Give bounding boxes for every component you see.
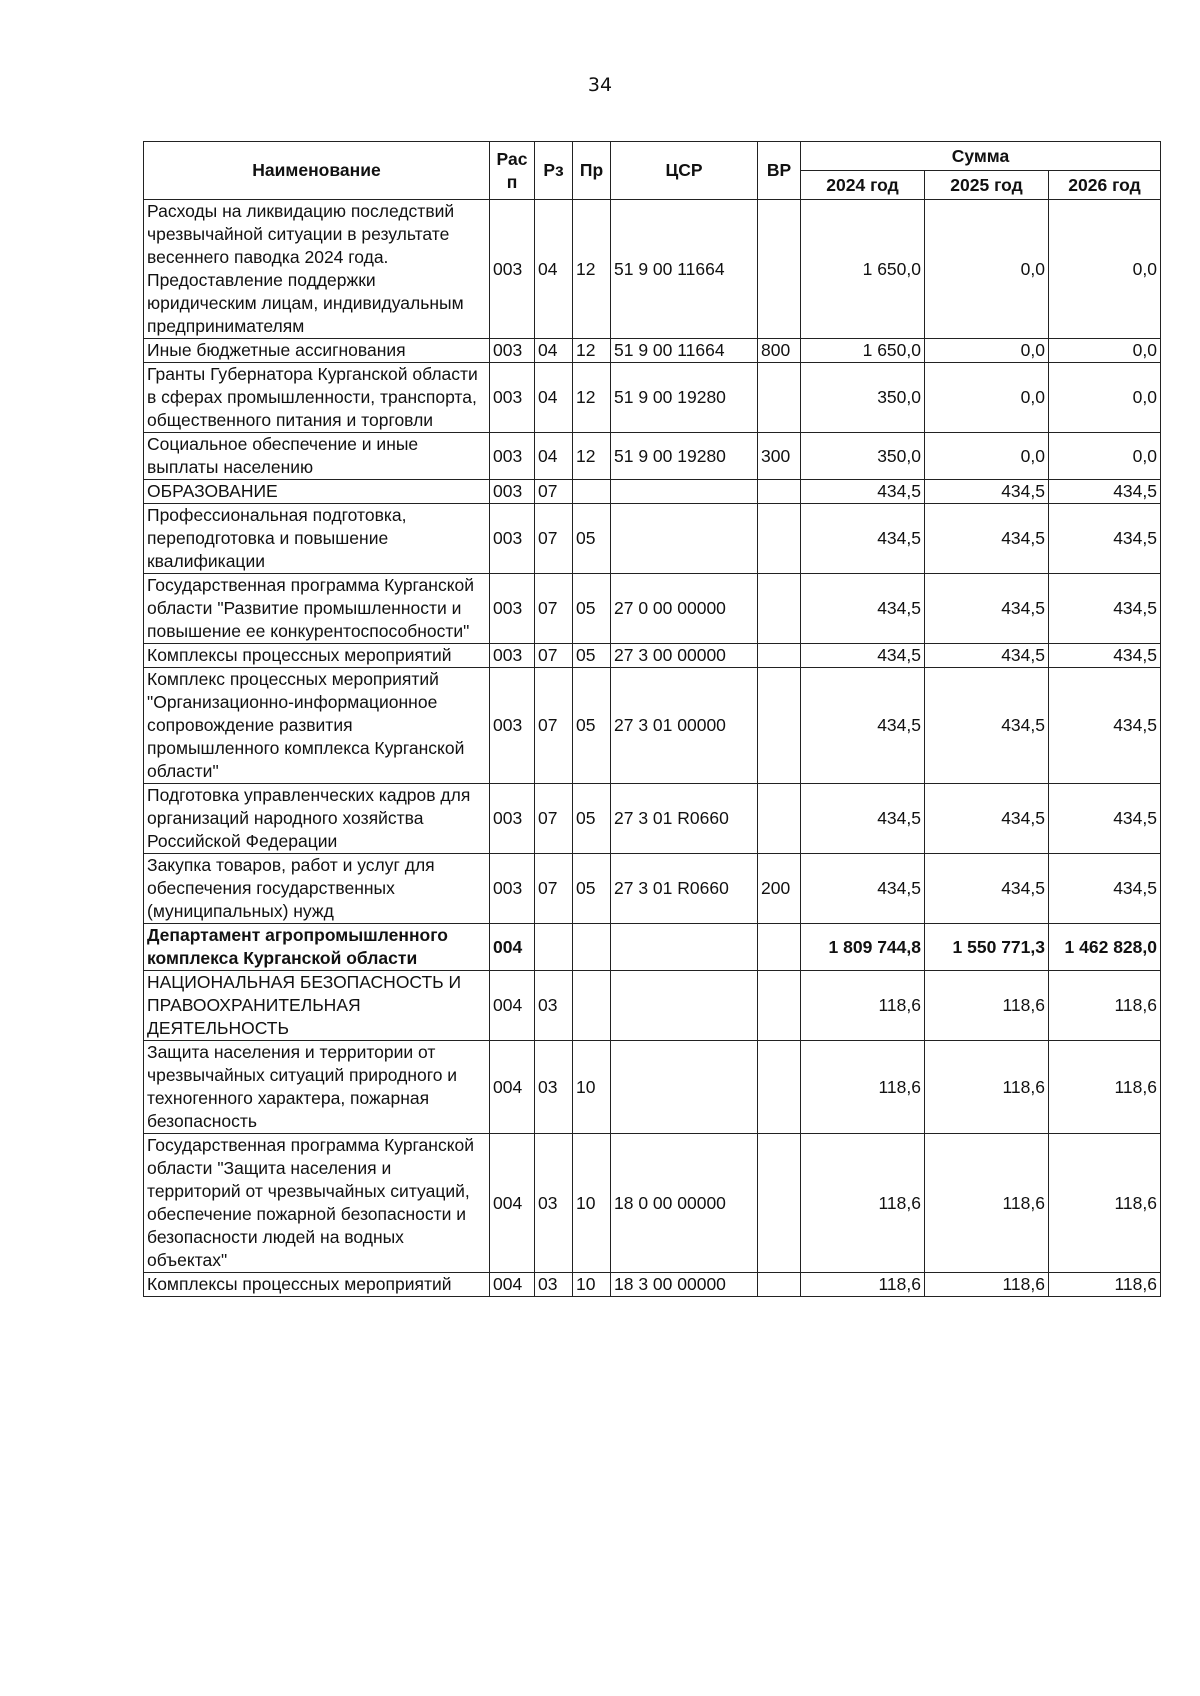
table-row [144, 1041, 1161, 1134]
cell-name: Гранты Губернатора Курганской области в сферах промышленности, транспорта, общественного питания и торговли [144, 363, 490, 433]
cell-csr: 18 0 00 00000 [611, 1134, 758, 1273]
cell-csr: 27 3 01 00000 [611, 668, 758, 784]
cell-2026: 0,0 [1049, 433, 1161, 480]
cell-2025: 434,5 [925, 784, 1049, 854]
cell-2024: 434,5 [801, 668, 925, 784]
cell-csr: 27 0 00 00000 [611, 574, 758, 644]
cell-2026: 0,0 [1049, 339, 1161, 363]
cell-2024: 1 809 744,8 [801, 924, 925, 971]
cell-pr: 05 [573, 854, 611, 924]
cell-vr [758, 200, 801, 339]
cell-2025: 0,0 [925, 363, 1049, 433]
cell-2025: 118,6 [925, 1273, 1049, 1297]
cell-csr [611, 1041, 758, 1134]
cell-vr: 300 [758, 433, 801, 480]
header-vr: ВР [758, 142, 801, 200]
header-rasp: Рас п [490, 142, 535, 200]
cell-rasp: 003 [490, 363, 535, 433]
cell-rasp: 004 [490, 971, 535, 1041]
cell-pr: 12 [573, 339, 611, 363]
cell-rz: 04 [535, 200, 573, 339]
cell-vr [758, 1134, 801, 1273]
cell-rz: 07 [535, 480, 573, 504]
cell-rz: 07 [535, 854, 573, 924]
table-row [144, 504, 1161, 574]
cell-rasp: 004 [490, 1041, 535, 1134]
cell-2026: 434,5 [1049, 480, 1161, 504]
cell-name: Социальное обеспечение и иные выплаты населению [144, 433, 490, 480]
cell-2024: 118,6 [801, 971, 925, 1041]
cell-rasp: 003 [490, 200, 535, 339]
cell-rz: 07 [535, 504, 573, 574]
cell-name: Защита населения и территории от чрезвычайных ситуаций природного и техногенного характера, пожарная безопасность [144, 1041, 490, 1134]
cell-2024: 350,0 [801, 433, 925, 480]
cell-2024: 434,5 [801, 644, 925, 668]
cell-rasp: 004 [490, 924, 535, 971]
table-row [144, 971, 1161, 1041]
cell-2024: 118,6 [801, 1041, 925, 1134]
cell-pr: 12 [573, 200, 611, 339]
cell-rasp: 004 [490, 1273, 535, 1297]
cell-2026: 434,5 [1049, 644, 1161, 668]
cell-vr [758, 363, 801, 433]
table-row [144, 480, 1161, 504]
table-row [144, 784, 1161, 854]
cell-rz: 07 [535, 784, 573, 854]
cell-csr: 51 9 00 11664 [611, 200, 758, 339]
table-body [144, 200, 1161, 1297]
cell-rasp: 003 [490, 574, 535, 644]
cell-csr: 27 3 01 R0660 [611, 854, 758, 924]
cell-2024: 434,5 [801, 784, 925, 854]
cell-2025: 118,6 [925, 1134, 1049, 1273]
cell-vr [758, 971, 801, 1041]
cell-vr [758, 644, 801, 668]
cell-2026: 0,0 [1049, 200, 1161, 339]
cell-2024: 350,0 [801, 363, 925, 433]
table-row [144, 854, 1161, 924]
table-row [144, 574, 1161, 644]
header-name: Наименование [144, 142, 490, 200]
cell-csr [611, 924, 758, 971]
cell-name: Профессиональная подготовка, переподготовка и повышение квалификации [144, 504, 490, 574]
cell-rasp: 004 [490, 1134, 535, 1273]
cell-pr [573, 924, 611, 971]
cell-rz: 07 [535, 668, 573, 784]
cell-rz: 04 [535, 363, 573, 433]
cell-csr: 27 3 01 R0660 [611, 784, 758, 854]
cell-vr [758, 1273, 801, 1297]
cell-2026: 0,0 [1049, 363, 1161, 433]
cell-vr [758, 668, 801, 784]
cell-pr: 05 [573, 504, 611, 574]
cell-rz: 03 [535, 1273, 573, 1297]
cell-rz: 03 [535, 971, 573, 1041]
cell-vr [758, 1041, 801, 1134]
header-sum: Сумма [801, 142, 1161, 171]
cell-2024: 434,5 [801, 574, 925, 644]
cell-name: Закупка товаров, работ и услуг для обеспечения государственных (муниципальных) нужд [144, 854, 490, 924]
cell-2026: 118,6 [1049, 1134, 1161, 1273]
cell-2026: 434,5 [1049, 504, 1161, 574]
cell-csr: 51 9 00 11664 [611, 339, 758, 363]
table-row [144, 1134, 1161, 1273]
cell-2025: 434,5 [925, 668, 1049, 784]
cell-2026: 434,5 [1049, 574, 1161, 644]
cell-2024: 1 650,0 [801, 200, 925, 339]
cell-rasp: 003 [490, 480, 535, 504]
cell-name: Подготовка управленческих кадров для организаций народного хозяйства Российской Федерации [144, 784, 490, 854]
cell-rasp: 003 [490, 784, 535, 854]
cell-2026: 118,6 [1049, 1041, 1161, 1134]
cell-2025: 434,5 [925, 504, 1049, 574]
cell-vr [758, 504, 801, 574]
table-row [144, 200, 1161, 339]
cell-2024: 434,5 [801, 504, 925, 574]
cell-2025: 118,6 [925, 971, 1049, 1041]
cell-name: Комплексы процессных мероприятий [144, 1273, 490, 1297]
cell-2025: 434,5 [925, 574, 1049, 644]
cell-2026: 118,6 [1049, 1273, 1161, 1297]
table-row [144, 924, 1161, 971]
table-header [144, 142, 1161, 200]
cell-rz: 07 [535, 644, 573, 668]
cell-pr: 12 [573, 363, 611, 433]
cell-2025: 118,6 [925, 1041, 1049, 1134]
cell-vr [758, 924, 801, 971]
cell-vr: 800 [758, 339, 801, 363]
cell-pr: 05 [573, 668, 611, 784]
budget-table [143, 141, 1161, 1297]
cell-vr: 200 [758, 854, 801, 924]
cell-rasp: 003 [490, 339, 535, 363]
cell-2025: 434,5 [925, 854, 1049, 924]
cell-vr [758, 574, 801, 644]
header-csr: ЦСР [611, 142, 758, 200]
cell-pr [573, 971, 611, 1041]
cell-rz: 04 [535, 339, 573, 363]
cell-vr [758, 480, 801, 504]
header-year-2024: 2024 год [801, 171, 925, 200]
cell-pr: 05 [573, 574, 611, 644]
cell-name: Комплекс процессных мероприятий "Организационно-информационное сопровождение развития промышленного комплекса Курганской области" [144, 668, 490, 784]
cell-csr [611, 480, 758, 504]
cell-2025: 0,0 [925, 433, 1049, 480]
cell-pr: 12 [573, 433, 611, 480]
header-rz: Рз [535, 142, 573, 200]
cell-2026: 434,5 [1049, 668, 1161, 784]
table-row [144, 1273, 1161, 1297]
cell-csr [611, 504, 758, 574]
cell-rasp: 003 [490, 854, 535, 924]
cell-name: Государственная программа Курганской области "Защита населения и территорий от чрезвычайных ситуаций, обеспечение пожарной безопасности и безопасности людей на водных объектах" [144, 1134, 490, 1273]
cell-2026: 434,5 [1049, 854, 1161, 924]
cell-pr [573, 480, 611, 504]
cell-name: ОБРАЗОВАНИЕ [144, 480, 490, 504]
cell-2026: 434,5 [1049, 784, 1161, 854]
cell-2024: 1 650,0 [801, 339, 925, 363]
cell-rz: 07 [535, 574, 573, 644]
cell-name: Департамент агропромышленного комплекса Курганской области [144, 924, 490, 971]
header-year-2025: 2025 год [925, 171, 1049, 200]
cell-2025: 1 550 771,3 [925, 924, 1049, 971]
page-number: 34 [587, 74, 613, 96]
table-row [144, 433, 1161, 480]
table-row [144, 363, 1161, 433]
table-row [144, 339, 1161, 363]
cell-pr: 05 [573, 784, 611, 854]
cell-rz: 04 [535, 433, 573, 480]
cell-csr [611, 971, 758, 1041]
cell-2026: 1 462 828,0 [1049, 924, 1161, 971]
cell-rasp: 003 [490, 668, 535, 784]
cell-name: НАЦИОНАЛЬНАЯ БЕЗОПАСНОСТЬ И ПРАВООХРАНИТЕЛЬНАЯ ДЕЯТЕЛЬНОСТЬ [144, 971, 490, 1041]
cell-2025: 0,0 [925, 339, 1049, 363]
cell-2025: 434,5 [925, 644, 1049, 668]
cell-rz [535, 924, 573, 971]
cell-csr: 51 9 00 19280 [611, 363, 758, 433]
cell-rz: 03 [535, 1134, 573, 1273]
cell-2024: 118,6 [801, 1273, 925, 1297]
table-row [144, 644, 1161, 668]
cell-pr: 05 [573, 644, 611, 668]
cell-pr: 10 [573, 1273, 611, 1297]
cell-2025: 434,5 [925, 480, 1049, 504]
cell-rz: 03 [535, 1041, 573, 1134]
header-pr: Пр [573, 142, 611, 200]
header-year-2026: 2026 год [1049, 171, 1161, 200]
cell-csr: 27 3 00 00000 [611, 644, 758, 668]
cell-rasp: 003 [490, 644, 535, 668]
cell-vr [758, 784, 801, 854]
cell-csr: 18 3 00 00000 [611, 1273, 758, 1297]
cell-name: Комплексы процессных мероприятий [144, 644, 490, 668]
cell-rasp: 003 [490, 433, 535, 480]
cell-2025: 0,0 [925, 200, 1049, 339]
cell-2026: 118,6 [1049, 971, 1161, 1041]
cell-2024: 434,5 [801, 854, 925, 924]
cell-name: Расходы на ликвидацию последствий чрезвычайной ситуации в результате весеннего паводка 2024 года. Предоставление поддержки юридическим лицам, индивидуальным предпринимателям [144, 200, 490, 339]
cell-2024: 118,6 [801, 1134, 925, 1273]
cell-pr: 10 [573, 1134, 611, 1273]
cell-csr: 51 9 00 19280 [611, 433, 758, 480]
cell-name: Государственная программа Курганской области "Развитие промышленности и повышение ее конкурентоспособности" [144, 574, 490, 644]
table-row [144, 668, 1161, 784]
cell-name: Иные бюджетные ассигнования [144, 339, 490, 363]
cell-2024: 434,5 [801, 480, 925, 504]
cell-pr: 10 [573, 1041, 611, 1134]
cell-rasp: 003 [490, 504, 535, 574]
